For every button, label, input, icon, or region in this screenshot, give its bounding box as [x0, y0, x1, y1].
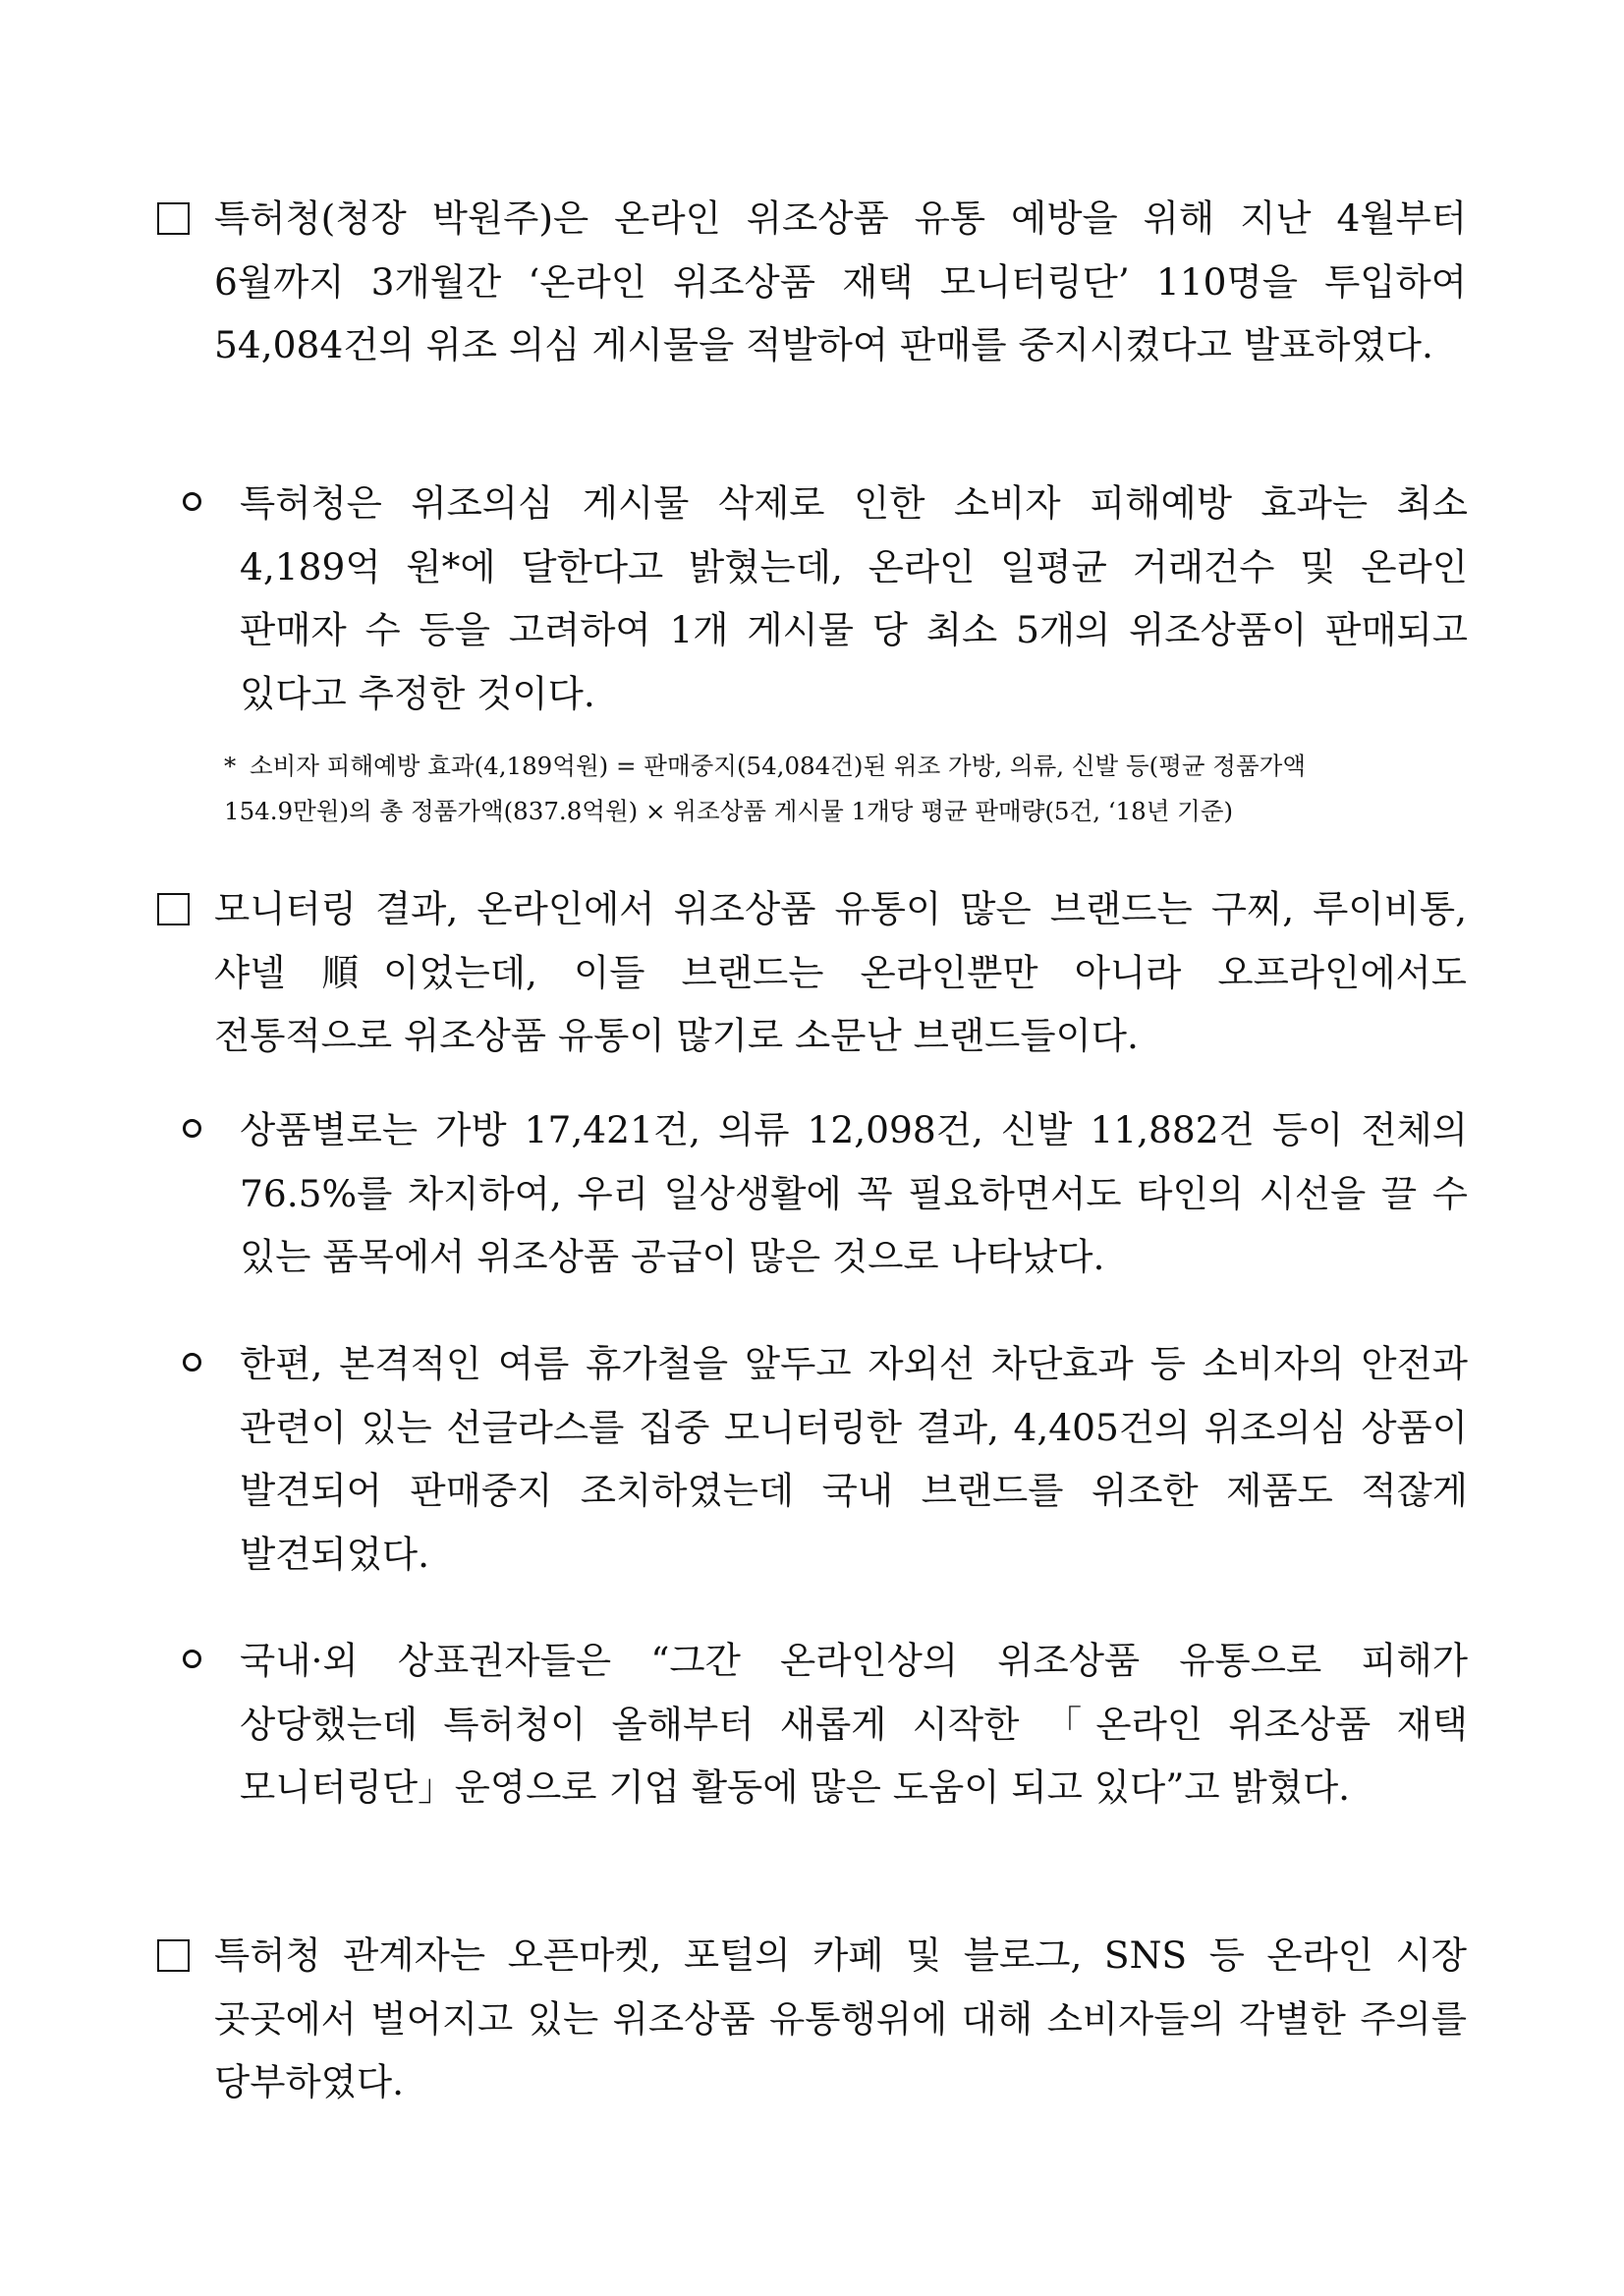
paragraph-text: 한편, 본격적인 여름 휴가철을 앞두고 자외선 차단효과 등 소비자의 안전과 관련이 있는 선글라스를 집중 모니터링한 결과, 4,405건의 위조의심 상품이 발견되어 판매중지 조치하였는데 국내 브랜드를 위조한 제품도 적잖게 발견되었다. — [240, 1342, 1468, 1576]
footnote-text-1: 소비자 피해예방 효과(4,189억원) = 판매중지(54,084건)된 위조 가방, 의류, 신발 등(평균 정품가액 — [250, 752, 1306, 780]
paragraph-text: 특허청은 위조의심 게시물 삭제로 인한 소비자 피해예방 효과는 최소 4,189억 원*에 달한다고 밝혔는데, 온라인 일평균 거래건수 및 온라인 판매자 수 등을 고려하여 1개 게시물 당 최소 5개의 위조상품이 판매되고 있다고 추정한 것이다. — [240, 481, 1468, 715]
paragraph-text: 특허청 관계자는 오픈마켓, 포털의 카페 및 블로그, SNS 등 온라인 시장 곳곳에서 벌어지고 있는 위조상품 유통행위에 대해 소비자들의 각별한 주의를 당부하였다. — [214, 1933, 1467, 2103]
circle-bullet-icon — [183, 492, 201, 511]
footnote-line-1 — [224, 746, 1468, 787]
paragraph-text: 국내·외 상표권자들은 “그간 온라인상의 위조상품 유통으로 피해가 상당했는데 특허청이 올해부터 새롭게 시작한 「온라인 위조상품 재택 모니터링단」운영으로 기업 활동에 많은 도움이 되고 있다”고 밝혔다. — [240, 1639, 1468, 1809]
square-bullet-icon — [157, 1939, 190, 1972]
paragraph-text: 특허청(청장 박원주)은 온라인 위조상품 유통 예방을 위해 지난 4월부터 6월까지 3개월간 ‘온라인 위조상품 재택 모니터링단’ 110명을 투입하여 54,084건의 위조 의심 게시물을 적발하여 판매를 중지시켰다고 발표하였다. — [214, 196, 1467, 366]
paragraph-text: 모니터링 결과, 온라인에서 위조상품 유통이 많은 브랜드는 구찌, 루이비통, 샤넬 順이었는데, 이들 브랜드는 온라인뿐만 아니라 오프라인에서도 전통적으로 위조상품 유통이 많기로 소문난 브랜드들이다. — [214, 887, 1467, 1057]
square-bullet-icon — [157, 202, 190, 235]
circle-bullet-icon — [183, 1650, 201, 1668]
circle-bullet-icon — [183, 1119, 201, 1138]
footnote-line-2: 154.9만원)의 총 정품가액(837.8억원) × 위조상품 게시물 1개당 평균 판매량(5건, ‘18년 기준) — [224, 797, 1234, 825]
paragraph-text: 상품별로는 가방 17,421건, 의류 12,098건, 신발 11,882건 등이 전체의 76.5%를 차지하여, 우리 일상생활에 꼭 필요하면서도 타인의 시선을 끌 수 있는 품목에서 위조상품 공급이 많은 것으로 나타났다. — [240, 1108, 1468, 1278]
footnote-marker: * — [224, 752, 237, 780]
circle-bullet-icon — [183, 1353, 201, 1372]
square-bullet-icon — [157, 893, 190, 925]
